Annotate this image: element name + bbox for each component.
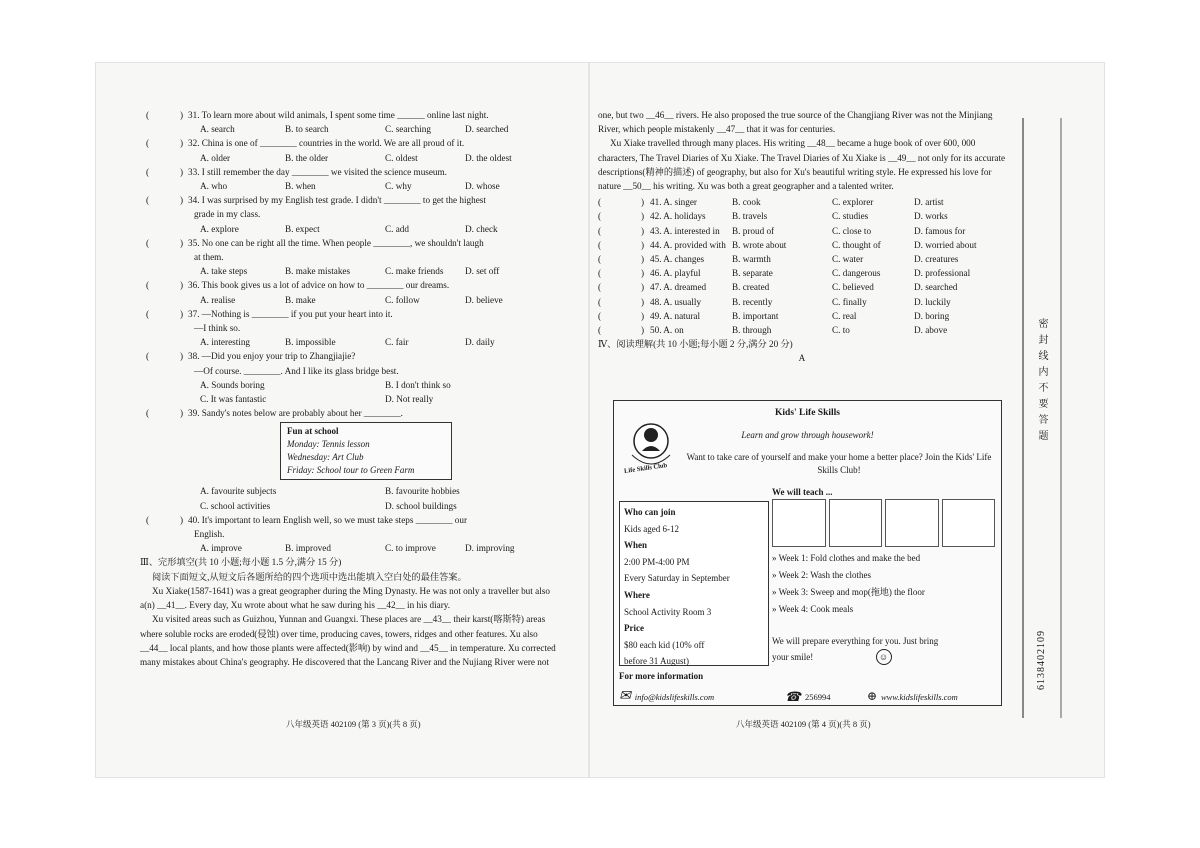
cloze-question-48 <box>598 295 1006 309</box>
option: D. creatures <box>914 254 959 265</box>
option: C. add <box>385 223 409 234</box>
option: 44. A. provided with <box>650 239 726 250</box>
cloze-question-45 <box>598 252 1006 266</box>
option: A. older <box>200 152 231 163</box>
option: B. wrote about <box>732 239 787 250</box>
question-stem: 37. —Nothing is ________ if you put your heart into it. <box>188 308 393 319</box>
option: 49. A. natural <box>650 310 701 321</box>
arrow-icon: » <box>772 604 777 614</box>
question-stem: 35. No one can be right all the time. When people ________, we shouldn't laugh <box>188 237 484 248</box>
option: D. whose <box>465 181 500 192</box>
answer-blank-40[interactable] <box>146 513 188 527</box>
ad-subtitle: Learn and grow through housework! <box>741 430 874 440</box>
cloze-question-49 <box>598 309 1006 323</box>
teach-label: We will teach ... <box>772 487 833 497</box>
option: C. why <box>385 181 412 192</box>
smile-icon: ☺ <box>876 649 892 665</box>
option: C. dangerous <box>832 268 881 279</box>
cloze-paragraph-1: Xu Xiake(1587-1641) was a great geographer during the Ming Dynasty. He was not only a traveller but also a(n) __41__. Every day, Xu wrote about what he saw during his __42__ in his diary. <box>140 585 550 611</box>
option: B. separate <box>732 268 773 279</box>
option: B. cook <box>732 197 761 208</box>
washing-machine-image <box>829 499 883 547</box>
question-stem: 34. I was surprised by my English test grade. I didn't ________ to get the highest <box>188 195 486 206</box>
option: C. close to <box>832 225 872 236</box>
answer-blank-34[interactable] <box>146 193 188 207</box>
answer-blank-39[interactable] <box>146 406 188 420</box>
option: B. recently <box>732 296 773 307</box>
contact-email[interactable]: info@kidslifeskills.com <box>634 691 715 702</box>
section-3-instruction: 阅读下面短文,从短文后各题所给的四个选项中选出能填入空白处的最佳答案。 <box>152 571 467 582</box>
option: C. water <box>832 254 864 265</box>
q37-options <box>140 335 560 349</box>
option: A. search <box>200 124 235 135</box>
answer-blank-47[interactable] <box>598 280 650 294</box>
option: 47. A. dreamed <box>650 282 707 293</box>
cloze-question-50 <box>598 323 1006 337</box>
option: A. interesting <box>200 337 251 348</box>
answer-blank-38[interactable] <box>146 349 188 363</box>
option: 50. A. on <box>650 325 684 336</box>
cloze-question-46 <box>598 266 1006 280</box>
option: C. explorer <box>832 197 874 208</box>
cloze-question-44 <box>598 238 1006 252</box>
option: C. follow <box>385 294 420 305</box>
option: B. the older <box>285 152 329 163</box>
q39-options: A. favourite subjects B. favourite hobbies C. school activities D. school buildings <box>200 486 460 511</box>
arrow-icon: » <box>772 587 777 597</box>
option: B. travels <box>732 211 768 222</box>
option: D. professional <box>914 268 971 279</box>
option: B. warmth <box>732 254 771 265</box>
answer-blank-48[interactable] <box>598 295 650 309</box>
option: C. oldest <box>385 152 418 163</box>
option: C. make friends <box>385 266 444 277</box>
answer-blank-46[interactable] <box>598 266 650 280</box>
answer-blank-50[interactable] <box>598 323 650 337</box>
phone-icon: ☎ <box>784 688 801 704</box>
info-box: Who can join Kids aged 6-12 When 2:00 PM-4:00 PM Every Saturday in September Where School Activity Room 3 Price $80 each kid (10% off before 31 August) <box>619 501 769 666</box>
envelope-icon: ✉ <box>619 689 631 704</box>
option: D. the oldest <box>465 152 512 163</box>
option: A. who <box>200 181 228 192</box>
option: D. works <box>914 211 948 222</box>
question-39: ( ) 39. Sandy's notes below are probably about her ________. <box>140 406 560 420</box>
ad-intro: Want to take care of yourself and make your home a better place? Join the Kids' Life Skills Club! <box>686 452 992 475</box>
option: B. impossible <box>285 337 336 348</box>
arrow-icon: » <box>772 570 777 580</box>
option: C. finally <box>832 296 867 307</box>
option: B. important <box>732 310 779 321</box>
option: D. boring <box>914 310 950 321</box>
q32-options <box>140 151 560 165</box>
option: D. daily <box>465 337 495 348</box>
fold-clothes-image <box>772 499 826 547</box>
option: A. explore <box>200 223 239 234</box>
option: C. real <box>832 310 857 321</box>
arrow-icon: » <box>772 553 777 563</box>
contact-website[interactable]: www.kidslifeskills.com <box>881 691 958 702</box>
cloze-paragraph-2: Xu visited areas such as Guizhou, Yunnan and Guangxi. These places are __43__ their karst(喀斯特) areas where soluble rocks are eroded(侵蚀) over time, producing caves, towers, ridges and other features. Xu also __44__ local plants, and how those plants were affected(影响) by wind and __45__ in temperature. Xu corrected many mistakes about China's geography. He discovered that the Lancang River and the Nujiang River were not <box>140 614 556 667</box>
cloze-paragraph-3: one, but two __46__ rivers. He also proposed the true source of the Changjiang River was not the Minjiang River, which people mistakenly __47__ that it was for centuries. <box>598 110 993 135</box>
option: 43. A. interested in <box>650 225 720 236</box>
option: D. worried about <box>914 239 977 250</box>
cloze-question-41 <box>598 195 1006 209</box>
q35-options <box>140 264 560 278</box>
option: D. famous for <box>914 225 966 236</box>
q40-options: A. improve B. improved C. to improve D. improving <box>200 543 515 554</box>
right-page <box>598 108 1006 366</box>
question-stem: 36. This book gives us a lot of advice on how to ________ our dreams. <box>188 280 450 291</box>
sweep-floor-image <box>885 499 939 547</box>
option: D. artist <box>914 197 944 208</box>
option: C. thought of <box>832 239 881 250</box>
q33-options <box>140 179 560 193</box>
week-2: » Week 2: Wash the clothes <box>772 570 871 580</box>
answer-blank-44[interactable] <box>598 238 650 252</box>
answer-blank-49[interactable] <box>598 309 650 323</box>
logo-text: Life Skills Club <box>623 462 668 475</box>
left-page-footer: 八年级英语 402109 (第 3 页)(共 8 页) <box>286 719 421 729</box>
option: D. above <box>914 325 948 336</box>
option: B. through <box>732 325 772 336</box>
cloze-question-47 <box>598 280 1006 294</box>
option: A. take steps <box>200 266 248 277</box>
cloze-question-43 <box>598 224 1006 238</box>
question-35 <box>140 236 560 264</box>
section-4-heading: Ⅳ、阅读理解(共 10 小题;每小题 2 分,满分 20 分) <box>598 339 793 350</box>
answer-blank-42[interactable] <box>598 209 650 223</box>
option: 48. A. usually <box>650 296 702 307</box>
q38-options: A. Sounds boring B. I don't think so C. It was fantastic D. Not really <box>200 379 451 405</box>
binding-line <box>1060 118 1062 718</box>
week-4: » Week 4: Cook meals <box>772 604 854 614</box>
question-31 <box>140 108 560 122</box>
option: B. expect <box>285 223 320 234</box>
option: D. searched <box>914 282 958 293</box>
section-4-part: A <box>798 353 806 364</box>
question-33 <box>140 165 560 179</box>
cooking-image <box>942 499 996 547</box>
option: A. realise <box>200 294 236 305</box>
option: D. believe <box>465 294 503 305</box>
question-stem-cont: at them. <box>194 252 224 263</box>
question-stem: 31. To learn more about wild animals, I spent some time ______ online last night. <box>188 110 489 120</box>
option: C. searching <box>385 124 431 135</box>
week-3: » Week 3: Sweep and mop(拖地) the floor <box>772 587 925 597</box>
question-32 <box>140 136 560 150</box>
answer-blank-32[interactable] <box>146 136 188 150</box>
answer-blank-35[interactable] <box>146 236 188 250</box>
left-page <box>140 108 560 669</box>
option: C. studies <box>832 211 869 222</box>
contact-phone: 256994 <box>804 691 831 702</box>
option: B. make <box>285 294 316 305</box>
answer-blank-37[interactable] <box>146 307 188 321</box>
answer-blank-43[interactable] <box>598 224 650 238</box>
right-page-footer: 八年级英语 402109 (第 4 页)(共 8 页) <box>736 719 871 729</box>
option: 45. A. changes <box>650 254 705 265</box>
answer-blank-31[interactable] <box>146 108 188 122</box>
serial-number: 6138402109 <box>1036 630 1047 690</box>
option: B. when <box>285 181 316 192</box>
globe-icon: ⊕ <box>866 689 877 703</box>
answer-blank-33[interactable] <box>146 165 188 179</box>
question-37 <box>140 307 560 335</box>
option: B. created <box>732 282 770 293</box>
answer-blank-36[interactable] <box>146 278 188 292</box>
option: B. to search <box>285 124 329 135</box>
question-34 <box>140 193 560 221</box>
kids-life-skills-ad <box>613 400 1002 706</box>
question-stem: 32. China is one of ________ countries in the world. We are all proud of it. <box>188 138 465 149</box>
question-stem-cont: —I think so. <box>194 323 241 334</box>
question-stem-cont: grade in my class. <box>194 209 261 220</box>
option: D. check <box>465 223 498 234</box>
option: C. believed <box>832 282 874 293</box>
weekly-schedule <box>772 550 997 618</box>
cloze-paragraph-4: Xu Xiake travelled through many places. His writing __48__ became a huge book of over 600, 000 characters, The Travel Diaries of Xu Xiake. The Travel Diaries of Xu Xiake is __49__ not only for its accurate descriptions(精神的描述) of geography, but also for Xu's beautiful writing style. He expressed his love for nature __50__ his writing. Xu was both a great geographer and a talented writer. <box>598 138 1006 192</box>
week-1: » Week 1: Fold clothes and make the bed <box>772 553 921 563</box>
option: B. make mistakes <box>285 266 351 277</box>
page-fold <box>588 62 590 778</box>
question-38: ( ) 38. —Did you enjoy your trip to Zhangjiajie? —Of course. ________. And I like its glass bridge best. <box>140 349 560 377</box>
contact-row <box>619 688 999 705</box>
sandy-notes: Fun at school Monday: Tennis lesson Wednesday: Art Club Friday: School tour to Green Farm <box>280 422 452 480</box>
option: D. luckily <box>914 296 951 307</box>
option: 41. A. singer <box>650 197 697 208</box>
option: 46. A. playful <box>650 268 701 279</box>
binding-line <box>1022 118 1024 718</box>
housework-pictures <box>772 499 995 547</box>
option: B. proud of <box>732 225 775 236</box>
question-36 <box>140 278 560 292</box>
q31-options <box>140 122 560 136</box>
q34-options <box>140 222 560 236</box>
option: D. set off <box>465 266 500 277</box>
option: 42. A. holidays <box>650 211 706 222</box>
option: C. to <box>832 325 850 336</box>
binding-warning: 密封线内不要答题 <box>1036 318 1047 446</box>
answer-blank-41[interactable] <box>598 195 650 209</box>
option: C. fair <box>385 337 409 348</box>
more-info-label: For more information <box>619 671 704 681</box>
cloze-question-42 <box>598 209 1006 223</box>
question-40: ( ) 40. It's important to learn English well, so we must take steps ________ our English. <box>140 513 560 541</box>
section-3-heading: Ⅲ、完形填空(共 10 小题;每小题 1.5 分,满分 15 分) <box>140 557 342 568</box>
option: D. searched <box>465 124 509 135</box>
question-stem: 33. I still remember the day ________ we visited the science museum. <box>188 166 447 177</box>
ad-title: Kids' Life Skills <box>775 408 840 418</box>
bring-note: We will prepare everything for you. Just bring your smile! ☺ <box>772 633 992 665</box>
answer-blank-45[interactable] <box>598 252 650 266</box>
q36-options <box>140 293 560 307</box>
